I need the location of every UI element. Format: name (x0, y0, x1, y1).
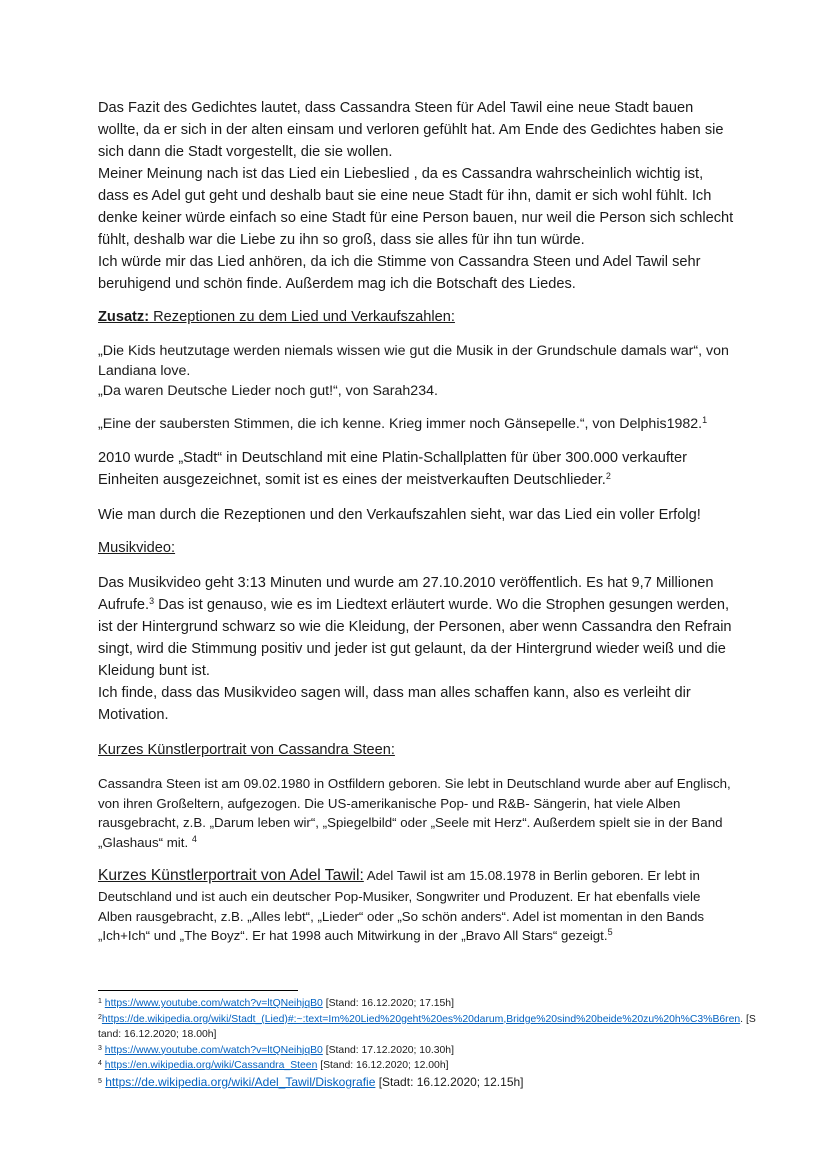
steen-text: Cassandra Steen ist am 09.02.1980 in Ostfildern geboren. Sie lebt in Deutschland wurde aber auf Englisch, von ihren Großeltern, aufgezogen. Die US-amerikanische Pop- und R&B- Sängerin, hat viele Alben rausgebracht, z.B. „Darum leben wir“, „Spiegelbild“ oder „Seele mit Herz“. Außerdem spielt sie in der Band „Glashaus“ mit. (98, 776, 731, 850)
tawil-paragraph (98, 865, 736, 946)
footnote-number: 4 (98, 1060, 102, 1068)
footnote-link[interactable]: https://en.wikipedia.org/wiki/Cassandra_Steen (104, 1060, 318, 1072)
reception-quote-2: „Da waren Deutsche Lieder noch gut!“, von Sarah234. (98, 383, 438, 399)
footnote-link[interactable]: https://de.wikipedia.org/wiki/Stadt_(Lied)#:~:text=Im%20Lied%20geht%20es%20darum,Bridge%20sind%20beide%20zu%20h%C3%B6ren (101, 1013, 741, 1025)
steen-paragraph (98, 774, 736, 852)
conclusion-paragraph-1: Das Fazit des Gedichtes lautet, dass Cassandra Steen für Adel Tawil eine neue Stadt bauen wollte, da er sich in der alten einsam und verloren gefühlt hat. Am Ende des Gedichtes haben sie sich dann die Stadt vorgestellt, die sie wollen. (98, 100, 724, 160)
footnote-ref-5: 5 (607, 927, 613, 937)
sales-paragraph (98, 447, 736, 491)
zusatz-heading (98, 306, 736, 328)
footnote-1 (98, 996, 758, 1012)
footnote-link[interactable]: https://de.wikipedia.org/wiki/Adel_Tawil/Diskografie (105, 1074, 376, 1089)
conclusion-paragraph-2: Meiner Meinung nach ist das Lied ein Liebeslied , da es Cassandra wahrscheinlich wichtig ist, dass es Adel gut geht und deshalb baut sie eine neue Stadt für ihn, damit er sich wohl fühlt. Ich denke keiner würde einfach so eine Stadt für eine Person bauen, nur weil die Person sich schlecht fühlt, deshalb war die Liebe zu ihn so groß, dass sie alles für ihn tun würde. (98, 166, 734, 248)
tawil-heading: Kurzes Künstlerportrait von Adel Tawil: (98, 867, 364, 884)
footnote-number: 2 (98, 1013, 102, 1021)
footnote-note: [Stand: 16.12.2020; 12.00h] (317, 1060, 449, 1072)
footnotes (98, 990, 758, 1090)
footnote-ref-2: 2 (605, 471, 611, 481)
footnote-5 (98, 1074, 758, 1090)
document-body (98, 97, 736, 946)
musikvideo-paragraph-2: Ich finde, dass das Musikvideo sagen will, dass man alles schaffen kann, also es verleiht dir Motivation. (98, 685, 691, 723)
musikvideo-text-b: Das ist genauso, wie es im Liedtext erläutert wurde. Wo die Strophen gesungen werden, ist der Hintergrund schwarz so wie die Kleidung, der Personen, aber wenn Cassandra den Refrain singt, wird die Stimmung positiv und jeder ist gut gelaunt, da der Hintergrund wieder weiß und die Kleidung bunt ist. (98, 597, 732, 679)
reception-quote-3 (98, 414, 736, 434)
conclusion-paragraph-3: Ich würde mir das Lied anhören, da ich die Stimme von Cassandra Steen und Adel Tawil sehr beruhigend und schön finde. Außerdem mag ich die Botschaft des Liedes. (98, 254, 701, 292)
zusatz-label: Zusatz: (98, 309, 150, 325)
footnote-note: . [Stand: 16.12.2020; 18.00h] (98, 1013, 756, 1041)
sales-text: 2010 wurde „Stadt“ in Deutschland mit eine Platin-Schallplatten für über 300.000 verkaufter Einheiten ausgezeichnet, somit ist es eines der meistverkauften Deutschlieder. (98, 450, 687, 488)
reception-quote-3-text: „Eine der saubersten Stimmen, die ich kenne. Krieg immer noch Gänsepelle.“, von Delphis1982. (98, 416, 703, 432)
steen-heading: Kurzes Künstlerportrait von Cassandra Steen: (98, 742, 395, 758)
footnote-ref-1: 1 (702, 415, 708, 425)
footnote-separator (98, 990, 298, 991)
zusatz-heading-text: Rezeptionen zu dem Lied und Verkaufszahlen: (149, 309, 455, 325)
footnote-number: 5 (98, 1077, 102, 1085)
footnote-note: [Stand: 16.12.2020; 17.15h] (322, 998, 454, 1009)
musikvideo-text-a: Das Musikvideo geht 3:13 Minuten und wurde am 27.10.2010 veröffentlich. Es hat 9,7 Millionen Aufrufe. (98, 575, 714, 613)
footnote-3 (98, 1043, 758, 1059)
footnote-2 (98, 1012, 758, 1043)
reception-quote-1: „Die Kids heutzutage werden niemals wissen wie gut die Musik in der Grundschule damals war“, von Landiana love. (98, 343, 729, 379)
result-paragraph: Wie man durch die Rezeptionen und den Verkaufszahlen sieht, war das Lied ein voller Erfolg! (98, 507, 701, 523)
footnote-number: 3 (98, 1044, 102, 1052)
footnote-ref-3: 3 (149, 596, 155, 606)
footnote-link[interactable]: https://www.youtube.com/watch?v=ltQNeihjqB0 (104, 998, 323, 1009)
footnote-note: [Stand: 17.12.2020; 10.30h] (322, 1044, 454, 1056)
footnote-note: [Stadt: 16.12.2020; 12.15h] (375, 1074, 524, 1089)
musikvideo-heading: Musikvideo: (98, 540, 176, 556)
tawil-text: Adel Tawil ist am 15.08.1978 in Berlin geboren. Er lebt in Deutschland und ist auch ein deutscher Pop-Musiker, Songwriter und Produzent. Er hat ebenfalls viele Alben rausgebracht, z.B. „Alles lebt“, „Lieder“ oder „So schön anders“. Adel ist momentan in den Bands „Ich+Ich“ und „The Boyz“. Er hat 1998 auch Mitwirkung in der „Bravo All Stars“ gezeigt. (98, 868, 705, 943)
footnote-link[interactable]: https://www.youtube.com/watch?v=ltQNeihjqB0 (104, 1044, 323, 1056)
footnote-ref-4: 4 (191, 833, 197, 844)
footnote-number: 1 (98, 998, 102, 1005)
musikvideo-paragraph-1 (98, 572, 736, 682)
footnote-4 (98, 1058, 758, 1074)
